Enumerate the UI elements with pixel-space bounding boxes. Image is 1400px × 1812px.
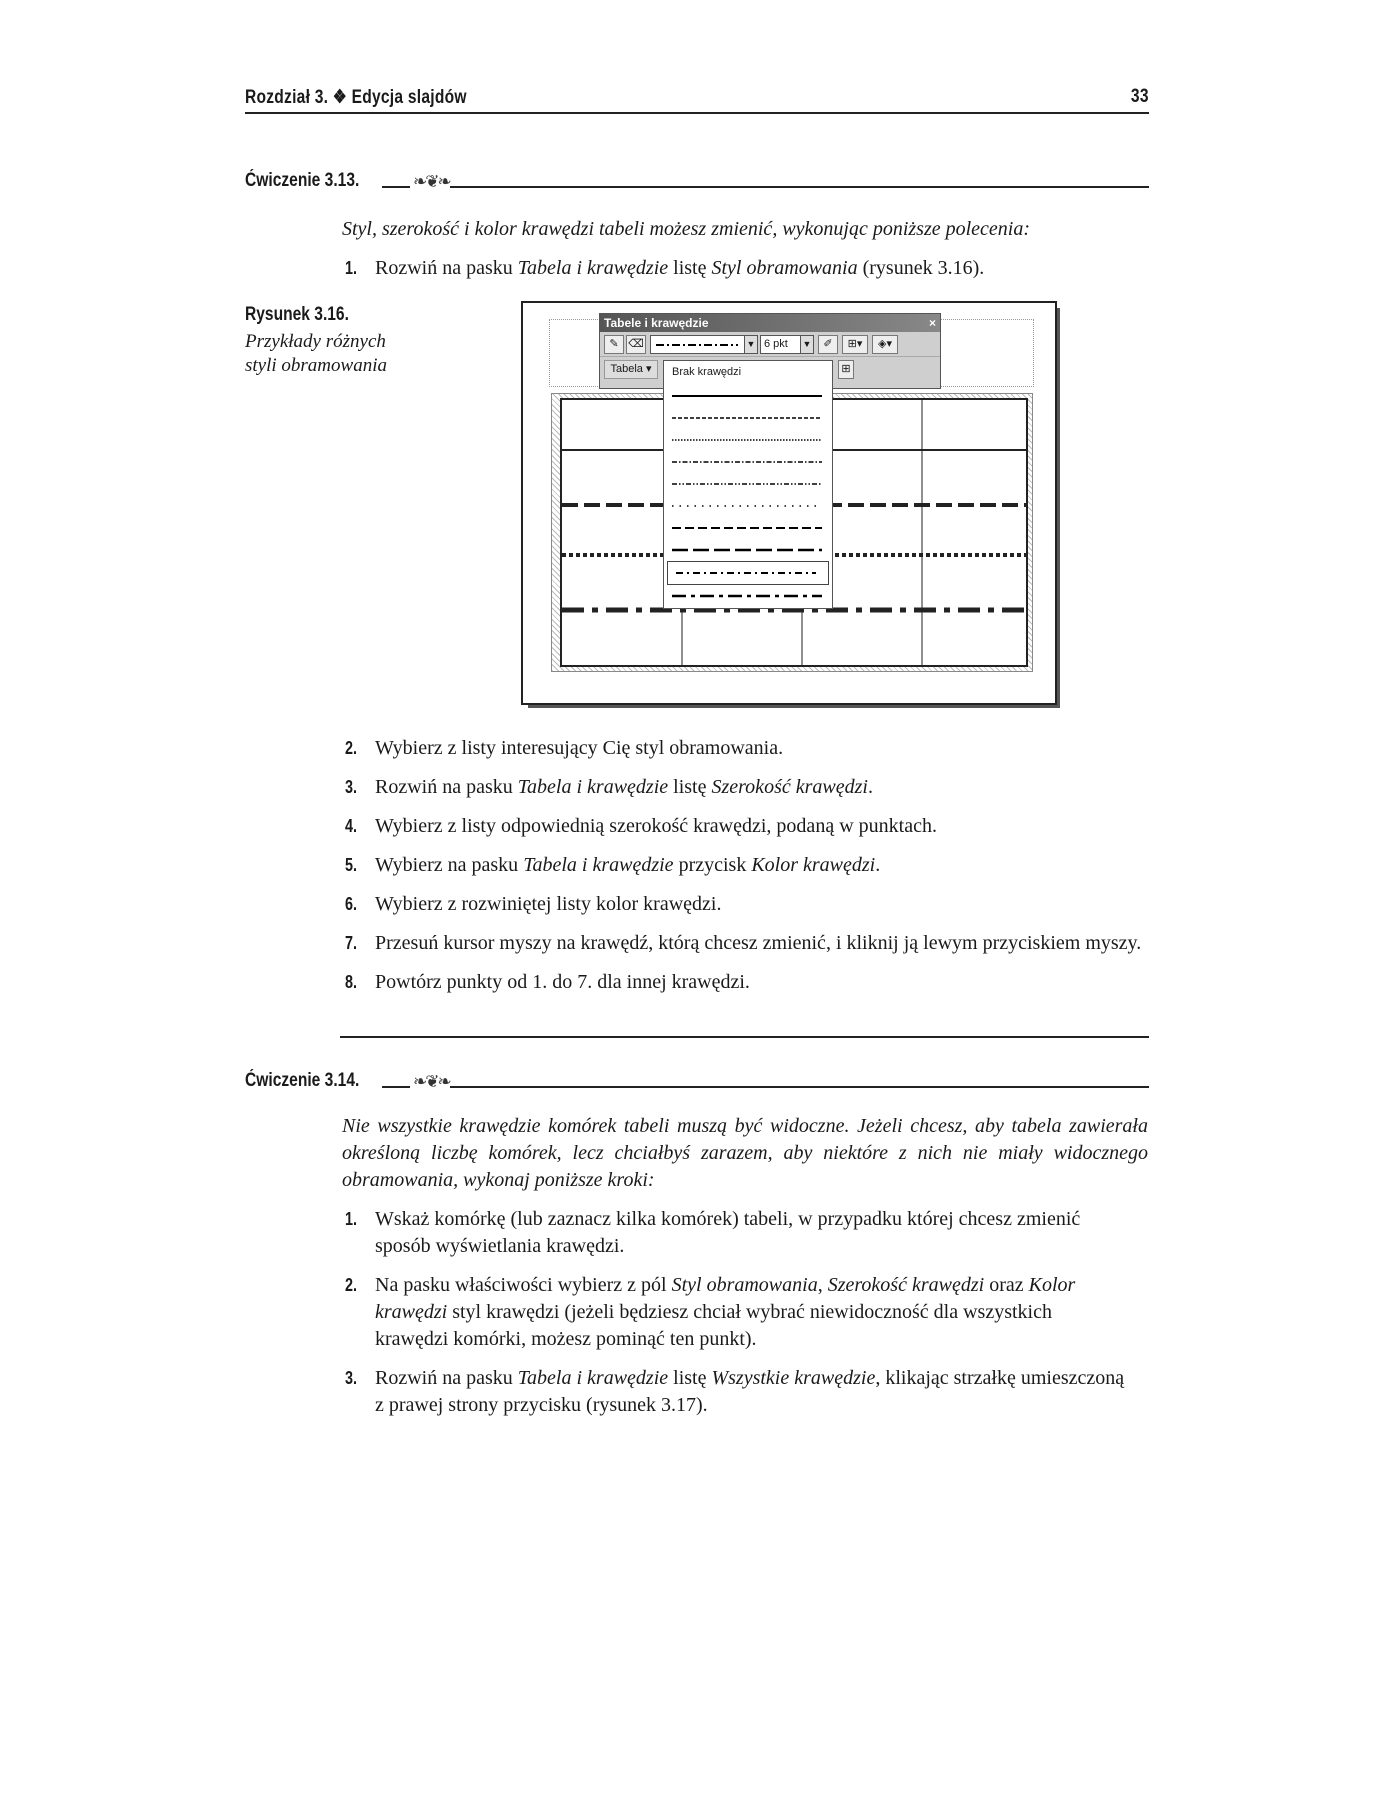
step-item: [345, 930, 1145, 957]
solid-line-icon: [672, 393, 822, 399]
step-number: 3.: [345, 1368, 358, 1388]
step-item: [345, 852, 1145, 879]
step-list: [345, 255, 1145, 294]
step-text: Rozwiń na pasku: [375, 1367, 518, 1389]
exercise-title: Ćwiczenie 3.13.: [245, 170, 360, 191]
ornament-icon: ❧❦❧: [413, 172, 450, 191]
no-border-option[interactable]: Brak krawędzi: [672, 366, 742, 378]
exercise-heading: [245, 1070, 1149, 1094]
style-option[interactable]: [664, 429, 832, 451]
step-item: [345, 1365, 1125, 1419]
style-option[interactable]: [664, 385, 832, 407]
step-item: [345, 891, 1145, 918]
step-item: [345, 1272, 1125, 1353]
pen-color-icon[interactable]: ✐: [818, 335, 838, 354]
dashdotdot-line-icon: [672, 481, 822, 487]
step-text: (rysunek 3.16).: [857, 257, 985, 279]
table-menu-button[interactable]: Tabela ▾: [604, 360, 658, 379]
step-text: Na pasku właściwości wybierz z pól: [375, 1274, 672, 1296]
step-emphasis: Wszystkie krawędzie: [711, 1367, 876, 1389]
figure-caption-text: [245, 330, 420, 378]
dashed-line-icon: [672, 415, 822, 421]
toolbar-row: [600, 332, 940, 357]
running-header: [245, 84, 1149, 114]
toolbar-title: Tabele i krawędzie: [604, 316, 709, 330]
step-number: 8.: [345, 972, 358, 992]
step-number: 4.: [345, 816, 358, 836]
long-dash-line-icon: [672, 525, 822, 531]
step-emphasis: Styl obramowania: [671, 1274, 818, 1296]
ornament-icon: ❧❦❧: [413, 1072, 450, 1091]
step-text: Przesuń kursor myszy na krawędź, którą chcesz zmienić, i kliknij ją lewym przyciskiem myszy.: [375, 932, 1142, 954]
style-option[interactable]: [664, 473, 832, 495]
heading-rule: [382, 186, 410, 188]
style-option[interactable]: [664, 495, 832, 517]
step-emphasis: Tabela i krawędzie: [523, 854, 674, 876]
distribute-icon[interactable]: ⊞: [838, 360, 854, 379]
step-text: Wybierz na pasku: [375, 854, 524, 876]
step-number: 5.: [345, 855, 358, 875]
fill-color-icon[interactable]: ◈▾: [872, 335, 898, 354]
step-text: listę: [668, 776, 712, 798]
step-item: [345, 255, 1145, 282]
step-number: 1.: [345, 1209, 358, 1229]
step-emphasis: Tabela i krawędzie: [517, 776, 669, 798]
dotted-line-icon: [672, 437, 822, 443]
step-emphasis: Szerokość krawędzi: [711, 776, 868, 798]
chevron-down-icon[interactable]: ▼: [800, 335, 814, 354]
step-text: .: [867, 776, 873, 798]
step-text: Powtórz punkty od 1. do 7. dla innej krawędzi.: [375, 971, 750, 993]
step-text: przycisk: [673, 854, 752, 876]
style-option[interactable]: [664, 407, 832, 429]
step-text: oraz: [984, 1274, 1029, 1296]
step-item: [345, 1206, 1125, 1260]
style-option[interactable]: [664, 451, 832, 473]
step-list: [345, 1206, 1125, 1431]
step-item: [345, 969, 1145, 996]
dashdot-line-icon: [676, 570, 826, 576]
style-option[interactable]: [664, 539, 832, 561]
step-text: , klikając strzałkę umieszczoną z prawej strony przycisku (rysunek 3.17).: [375, 1367, 1125, 1416]
eraser-icon[interactable]: ⌫: [626, 335, 646, 354]
exercise-title: Ćwiczenie 3.14.: [245, 1070, 360, 1091]
caption-line: styli obramowania: [245, 355, 387, 376]
border-style-dropdown: [663, 360, 833, 609]
figure-caption-title: Rysunek 3.16.: [245, 304, 349, 325]
step-number: 7.: [345, 933, 358, 953]
draw-table-icon[interactable]: ✎: [604, 335, 624, 354]
heavy-dash-line-icon: [672, 547, 822, 553]
step-emphasis: Styl obramowania: [711, 257, 858, 279]
figure-frame: [521, 301, 1057, 705]
step-emphasis: Tabela i krawędzie: [517, 1367, 669, 1389]
dashdot-line-icon: [672, 459, 822, 465]
step-number: 2.: [345, 1275, 358, 1295]
step-item: [345, 813, 1145, 840]
figure-screenshot: [521, 301, 1060, 708]
heading-rule: [450, 1086, 1149, 1088]
border-style-combo[interactable]: [650, 335, 745, 354]
step-text: listę: [668, 1367, 712, 1389]
close-icon[interactable]: ×: [928, 316, 936, 330]
chevron-down-icon[interactable]: ▼: [744, 335, 758, 354]
step-text: Rozwiń na pasku: [375, 257, 518, 279]
step-text: ,: [817, 1274, 828, 1296]
style-option[interactable]: [664, 585, 832, 607]
border-width-combo[interactable]: 6 pkt: [760, 335, 801, 354]
step-text: styl krawędzi (jeżeli będziesz chciał wybrać niewidoczność dla wszystkich krawędzi komórki, możesz pominąć ten punkt).: [375, 1301, 1052, 1350]
exercise-intro: Nie wszystkie krawędzie komórek tabeli muszą być widoczne. Jeżeli chcesz, aby tabela zawierała określoną liczbę komórek, lecz chciałbyś zarazem, aby niektóre z nich nie miały widocznego obramowania, wykonaj poniższe kroki:: [342, 1115, 1148, 1191]
step-text: .: [875, 854, 881, 876]
dashdot-preview: [654, 336, 740, 353]
style-option-selected[interactable]: [667, 561, 829, 585]
sparse-dot-line-icon: [672, 503, 822, 509]
step-number: 2.: [345, 738, 358, 758]
exercise-intro: Styl, szerokość i kolor krawędzi tabeli możesz zmienić, wykonując poniższe polecenia:: [342, 218, 1031, 240]
step-number: 1.: [345, 258, 358, 278]
section-rule: [340, 1036, 1149, 1038]
borders-icon[interactable]: ⊞▾: [842, 335, 868, 354]
step-emphasis: Szerokość krawędzi: [827, 1274, 985, 1296]
step-emphasis: Tabela i krawędzie: [517, 257, 669, 279]
toolbar-titlebar: [600, 314, 940, 332]
step-number: 3.: [345, 777, 358, 797]
step-text: Wybierz z listy interesujący Cię styl obramowania.: [375, 737, 784, 759]
heading-rule: [382, 1086, 410, 1088]
chapter-title: Rozdział 3. ❖ Edycja slajdów: [245, 87, 467, 108]
step-item: [345, 735, 1145, 762]
heading-rule: [450, 186, 1149, 188]
page-number: 33: [1131, 86, 1149, 107]
step-emphasis: Kolor krawędzi: [751, 854, 876, 876]
step-text: Wybierz z rozwiniętej listy kolor krawędzi.: [375, 893, 722, 915]
heavy-dashdot-line-icon: [672, 593, 822, 599]
step-text: Rozwiń na pasku: [375, 776, 518, 798]
step-text: listę: [668, 257, 712, 279]
step-text: Wskaż komórkę (lub zaznacz kilka komórek) tabeli, w przypadku której chcesz zmienić sposób wyświetlania krawędzi.: [375, 1208, 1081, 1257]
caption-line: Przykłady różnych: [245, 331, 386, 352]
exercise-heading: [245, 170, 1149, 194]
step-text: Wybierz z listy odpowiednią szerokość krawędzi, podaną w punktach.: [375, 815, 937, 837]
style-option[interactable]: [664, 517, 832, 539]
step-emphasis: Kolor krawędzi: [375, 1274, 1076, 1323]
step-item: [345, 774, 1145, 801]
step-list: [345, 735, 1145, 1008]
step-number: 6.: [345, 894, 358, 914]
